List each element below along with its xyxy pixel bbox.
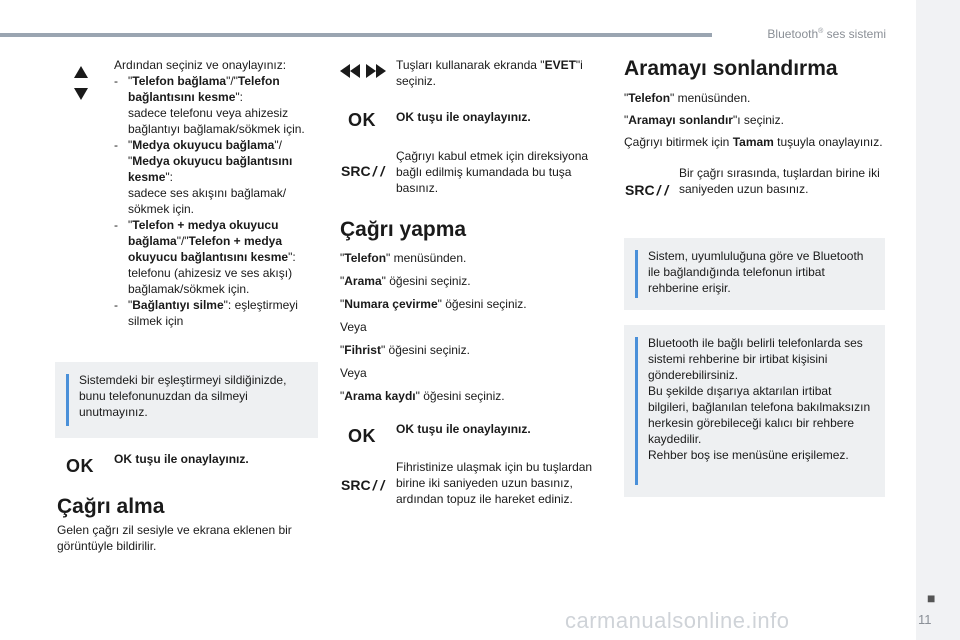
section-title-end-call: Aramayı sonlandırma (624, 57, 838, 80)
note-text: Bluetooth ile bağlı belirli telefonlarda ses sistemi rehberine bir irtibat kişisini gönderebilirsiniz. Bu şekilde dışarıya aktarılan irtibat bilgileri, bağlanılan telefona bakılmaksızın herkesin görebileceği kalıcı bir rehbere kaydedilir. Rehber boş ise menüsüne erişilemez. (648, 336, 871, 462)
connection-options (114, 57, 319, 329)
ok-icon: OK (348, 110, 376, 130)
end-call-steps (624, 90, 894, 156)
note-text: Sistemdeki bir eşleştirmeyi sildiğinizde, bunu telefonunuzdan da silmeyi unutmayınız. (79, 373, 287, 419)
info-note (55, 362, 318, 438)
list-item: - "Medya okuyucu bağlama"/ "Medya okuyucu bağlantısını kesme": sadece ses akışını bağlamak/ sökmek için. (114, 138, 293, 216)
ok-icon: OK (348, 426, 376, 446)
src-slash-icon: SRC / / (625, 182, 669, 198)
info-note (624, 325, 885, 497)
ok-instruction: OK tuşu ile onaylayınız. (114, 452, 249, 466)
list-item: - "Telefon + medya okuyucu bağlama"/"Telefon + medya okuyucu bağlantısını kesme": telefonu (ahizesiz ve ses akışı) bağlamak/sökmek için. (114, 218, 296, 296)
ok-instruction: OK tuşu ile onaylayınız. (396, 422, 531, 436)
intro-text: Ardından seçiniz ve onaylayınız: (114, 58, 287, 72)
directory-access-text: Fihristinize ulaşmak için bu tuşlardan birine iki saniyeden uzun basınız, ardından topuz ile hareket ediniz. (396, 460, 593, 506)
receive-call-text: Gelen çağrı zil sesiyle ve ekrana eklenen bir görüntüyle bildirilir. (57, 523, 292, 553)
step-line: "Telefon" menüsünden. (340, 251, 467, 265)
step-line: "Arama kaydı" öğesini seçiniz. (340, 389, 505, 403)
step-line: "Arama" öğesini seçiniz. (340, 274, 471, 288)
end-call-src-text: Bir çağrı sırasında, tuşlardan birine iki saniyeden uzun basınız. (679, 166, 880, 196)
step-line: "Fihrist" öğesini seçiniz. (340, 343, 470, 357)
section-title-make-call: Çağrı yapma (340, 218, 467, 241)
note-bar (635, 337, 638, 485)
ok-icon: OK (66, 456, 94, 476)
note-text: Sistem, uyumluluğuna göre ve Bluetooth ile bağlandığında telefonun irtibat rehberine erişir. (648, 249, 864, 295)
step-line: "Numara çevirme" öğesini seçiniz. (340, 297, 527, 311)
section-title-receive-call: Çağrı alma (57, 495, 165, 518)
step-line: "Telefon" menüsünden. (624, 91, 751, 105)
page-header-title: Bluetooth® ses sistemi (767, 27, 886, 41)
top-rule (0, 33, 712, 37)
src-slash-icon: SRC / / (341, 477, 385, 493)
src-slash-icon: SRC / / (341, 163, 385, 179)
note-bar (66, 374, 69, 426)
accept-call-text: Çağrıyı kabul etmek için direksiyona bağlı edilmiş kumandada bu tuşa basınız. (396, 149, 589, 195)
step-line: Çağrıyı bitirmek için Tamam tuşuyla onaylayınız. (624, 135, 883, 149)
step-line: Veya (340, 320, 367, 334)
info-note (624, 238, 885, 310)
down-arrow-icon (74, 88, 88, 100)
watermark: carmanualsonline.info (565, 608, 790, 633)
select-yes-text: Tuşları kullanarak ekranda "EVET"i seçiniz. (396, 58, 583, 88)
page-number: 11 (918, 612, 932, 627)
seek-arrows-icon (340, 64, 386, 78)
right-margin-strip (916, 0, 960, 640)
ok-instruction: OK tuşu ile onaylayınız. (396, 110, 531, 124)
list-item: - "Telefon bağlama"/"Telefon bağlantısını kesme": sadece telefonu veya ahizesiz bağlantıyı bağlamak/sökmek için. (114, 74, 305, 136)
make-call-steps (340, 250, 590, 411)
list-item: - "Bağlantıyı silme": eşleştirmeyi silmek için (114, 298, 298, 328)
page-dot: ■ (927, 590, 936, 606)
note-bar (635, 250, 638, 298)
up-arrow-icon (74, 66, 88, 78)
step-line: "Aramayı sonlandır"ı seçiniz. (624, 113, 784, 127)
step-line: Veya (340, 366, 367, 380)
